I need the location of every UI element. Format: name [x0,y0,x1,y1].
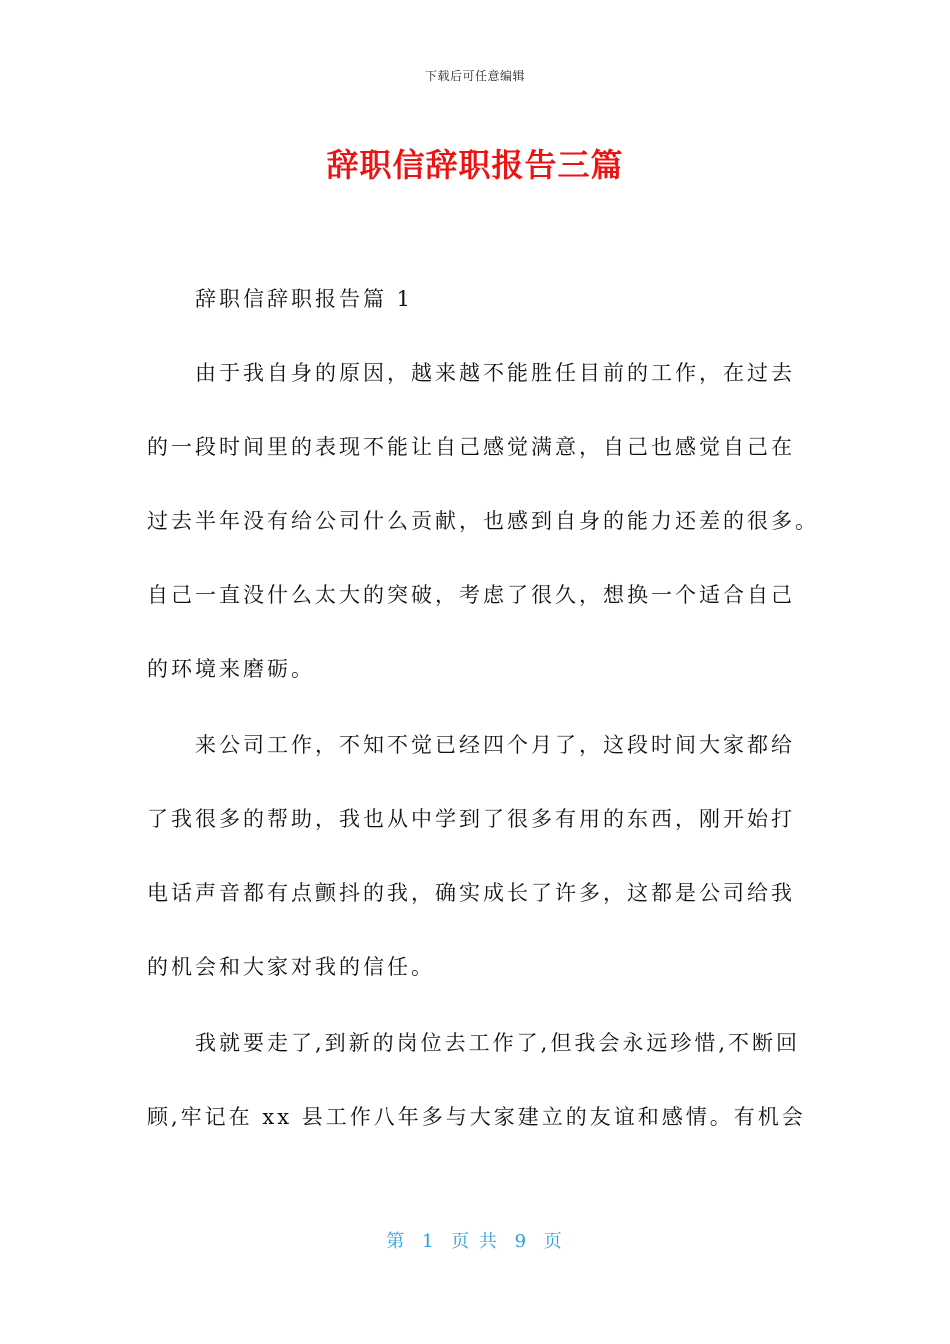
paragraph-line: 我就要走了,到新的岗位去工作了,但我会永远珍惜,不断回 [195,1031,801,1055]
section-heading: 辞职信辞职报告篇 1 [195,287,414,311]
paragraph-line: 的一段时间里的表现不能让自己感觉满意，自己也感觉自己在 [147,435,795,459]
footer-suffix: 页 [543,1231,564,1252]
paragraph-line: 自己一直没什么太大的突破，考虑了很久，想换一个适合自己 [147,583,795,607]
header-note: 下载后可任意编辑 [424,69,525,83]
paragraph-line: 顾,牢记在 xx 县工作八年多与大家建立的友谊和感情。有机会 [147,1105,806,1129]
footer-page-number: 1 [421,1231,436,1252]
paragraph-line: 电话声音都有点颤抖的我，确实成长了许多，这都是公司给我 [147,881,795,905]
footer-prefix: 第 [386,1231,407,1252]
footer-middle: 页 共 [451,1231,499,1252]
page-footer [0,1227,950,1253]
paragraph-line: 的机会和大家对我的信任。 [147,955,435,979]
paragraph-line: 了我很多的帮助，我也从中学到了很多有用的东西，刚开始打 [147,807,795,831]
document-title: 辞职信辞职报告三篇 [326,146,624,184]
footer-total-pages: 9 [514,1231,529,1252]
paragraph-line: 由于我自身的原因，越来越不能胜任目前的工作，在过去 [195,361,795,385]
paragraph-line: 的环境来磨砺。 [147,657,315,681]
paragraph-line: 过去半年没有给公司什么贡献，也感到自身的能力还差的很多。 [147,509,819,533]
paragraph-line: 来公司工作，不知不觉已经四个月了，这段时间大家都给 [195,733,795,757]
